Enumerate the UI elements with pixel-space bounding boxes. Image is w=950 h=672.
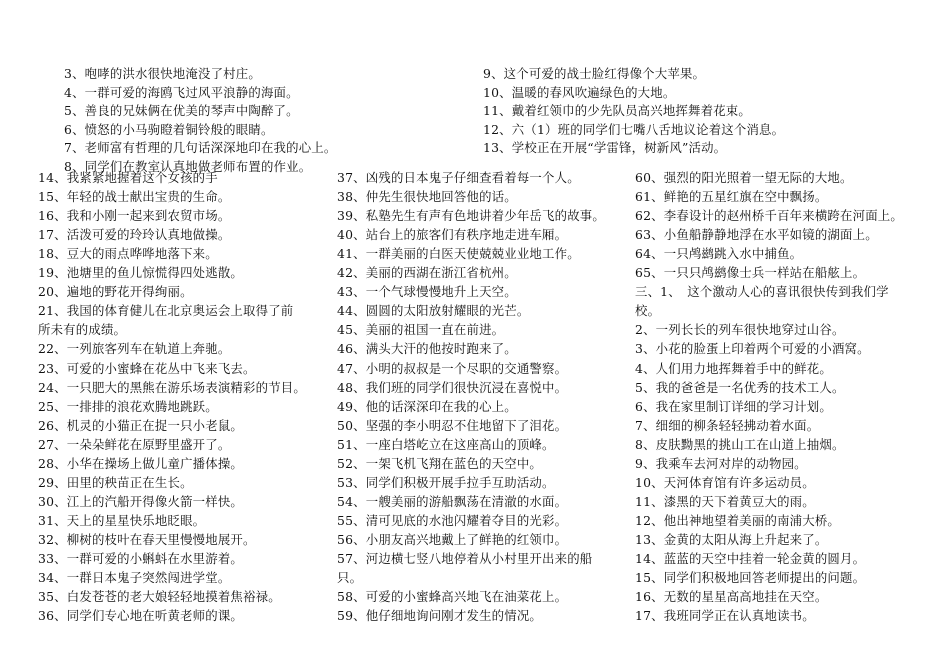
sentence-line: 61、鲜艳的五星红旗在空中飘扬。 (635, 189, 828, 205)
sentence-line: 49、他的话深深印在我的心上。 (337, 398, 517, 414)
sentence-line: 23、可爱的小蜜蜂在花丛中飞来飞去。 (38, 360, 256, 376)
sentence-line: 38、仲先生很快地回答他的话。 (337, 189, 517, 205)
sentence-line: 60、强烈的阳光照着一望无际的大地。 (635, 170, 853, 185)
sentence-line: 9、这个可爱的战士脸红得像个大苹果。 (483, 66, 706, 81)
sentence-line: 57、河边横七竖八地停着从小村里开出来的船 (337, 551, 593, 566)
sentence-line: 47、小明的叔叔是一个尽职的交通警察。 (337, 360, 568, 376)
sentence-line: 34、一群日本鬼子突然闯进学堂。 (38, 570, 231, 586)
sentence-line: 40、站台上的旅客们有秩序地走进车厢。 (337, 227, 568, 243)
sentence-line: 14、蓝蓝的天空中挂着一轮金黄的圆月。 (635, 551, 866, 566)
sentence-line: 54、一艘美丽的游船飘荡在清澈的水面。 (337, 493, 568, 509)
sentence-line: 11、戴着红领巾的少先队员高兴地挥舞着花束。 (483, 103, 751, 119)
sentence-line: 6、愤怒的小马驹瞪着铜铃般的眼睛。 (64, 121, 274, 137)
sentence-line: 10、温暖的春风吹遍绿色的大地。 (483, 84, 676, 100)
sentence-line: 36、同学们专心地在听黄老师的课。 (38, 608, 244, 624)
sentence-line: 8、皮肤黝黑的挑山工在山道上抽烟。 (635, 436, 845, 452)
sentence-line: 21、我国的体育健儿在北京奥运会上取得了前 (38, 303, 294, 319)
sentence-line: 51、一座白塔屹立在这座高山的顶峰。 (337, 436, 555, 452)
sentence-line: 2、一列长长的列车很快地穿过山谷。 (635, 322, 845, 338)
sentence-line: 19、池塘里的鱼儿惊慌得四处逃散。 (38, 265, 244, 281)
sentence-line: 55、清可见底的水池闪耀着夺目的光彩。 (337, 512, 568, 528)
sentence-line: 4、一群可爱的海鸥飞过风平浪静的海面。 (64, 84, 299, 100)
sentence-line: 59、他仔细地询问刚才发生的情况。 (337, 608, 543, 624)
sentence-line: 41、一群美丽的白医天使兢兢业业地工作。 (337, 246, 580, 262)
sentence-line: 11、漆黑的天下着黄豆大的雨。 (635, 493, 815, 509)
sentence-line: 6、我在家里制订详细的学习计划。 (635, 398, 832, 414)
sentence-line: 16、我和小刚一起来到农贸市场。 (38, 208, 231, 224)
sentence-line: 9、我乘车去河对岸的动物园。 (635, 455, 807, 471)
sentence-line: 58、可爱的小蜜蜂高兴地飞在油菜花上。 (337, 589, 568, 605)
sentence-line: 8、同学们在教室认真地做老师布置的作业。 (64, 159, 312, 174)
sentence-line: 12、六（1）班的同学们七嘴八舌地议论着这个消息。 (483, 121, 785, 137)
sentence-line: 24、一只肥大的黑熊在游乐场表演精彩的节目。 (38, 379, 306, 395)
sentence-line: 28、小华在操场上做儿童广播体操。 (38, 455, 244, 471)
sentence-line: 3、小花的脸蛋上印着两个可爱的小酒窝。 (635, 341, 870, 357)
sentence-line: 5、善良的兄妹俩在优美的琴声中陶醉了。 (64, 103, 299, 119)
sentence-line: 7、细细的柳条轻轻拂动着水面。 (635, 417, 820, 433)
sentence-line: 15、同学们积极地回答老师提出的问题。 (635, 570, 866, 586)
sentence-line: 14、我紧紧地握着这个女孩的手 (38, 170, 218, 185)
sentence-line: 26、机灵的小猫正在捉一只小老鼠。 (38, 417, 244, 433)
sentence-line: 20、遍地的野花开得绚丽。 (38, 284, 193, 300)
sentence-line: 30、江上的汽船开得像火箭一样快。 (38, 493, 244, 509)
sentence-line: 25、一排排的浪花欢腾地跳跃。 (38, 398, 218, 414)
sentence-line: 4、人们用力地挥舞着手中的鲜花。 (635, 360, 832, 376)
sentence-line: 校。 (635, 303, 661, 319)
sentence-line: 10、天河体育馆有许多运动员。 (635, 474, 815, 490)
sentence-line: 15、年轻的战士献出宝贵的生命。 (38, 189, 231, 205)
sentence-line: 53、同学们积极开展手拉手互助活动。 (337, 474, 555, 490)
sentence-line: 37、凶残的日本鬼子仔细查看着每一个人。 (337, 170, 580, 185)
sentence-line: 12、他出神地望着美丽的南浦大桥。 (635, 512, 841, 528)
sentence-line: 48、我们班的同学们很快沉浸在喜悦中。 (337, 379, 568, 395)
sentence-line: 62、李春设计的赵州桥千百年来横跨在河面上。 (635, 208, 903, 224)
sentence-line: 50、坚强的李小明忍不住地留下了泪花。 (337, 417, 568, 433)
sentence-line: 35、白发苍苍的老大娘轻轻地摸着焦裕禄。 (38, 589, 281, 605)
sentence-line: 46、满头大汗的他按时跑来了。 (337, 341, 517, 357)
sentence-line: 13、金黄的太阳从海上升起来了。 (635, 531, 828, 547)
sentence-line: 22、一列旅客列车在轨道上奔驰。 (38, 341, 231, 357)
sentence-line: 3、咆哮的洪水很快地淹没了村庄。 (64, 66, 261, 81)
sentence-line: 29、田里的秧苗正在生长。 (38, 474, 193, 490)
sentence-line: 三、1、 这个激动人心的喜讯很快传到我们学 (635, 284, 889, 300)
sentence-line: 5、我的爸爸是一名优秀的技术工人。 (635, 379, 845, 395)
sentence-line: 18、豆大的雨点哗哗地落下来。 (38, 246, 218, 262)
sentence-line: 45、美丽的祖国一直在前进。 (337, 322, 505, 338)
sentence-line: 16、无数的星星高高地挂在天空。 (635, 589, 828, 605)
sentence-line: 64、一只鸬鹚跳入水中捕鱼。 (635, 246, 803, 262)
sentence-line: 32、柳树的枝叶在春天里慢慢地展开。 (38, 531, 256, 547)
sentence-line: 63、小鱼船静静地浮在水平如镜的湖面上。 (635, 227, 878, 243)
sentence-line: 56、小朋友高兴地戴上了鲜艳的红领巾。 (337, 531, 568, 547)
sentence-line: 17、活泼可爱的玲玲认真地做操。 (38, 227, 231, 243)
sentence-line: 65、一只只鸬鹚像士兵一样站在船舷上。 (635, 265, 866, 281)
sentence-line: 27、一朵朵鲜花在原野里盛开了。 (38, 436, 231, 452)
sentence-line: 13、学校正在开展“学雷锋，树新风”活动。 (483, 140, 727, 156)
sentence-line: 43、一个气球慢慢地升上天空。 (337, 284, 517, 300)
sentence-line: 52、一架飞机飞翔在蓝色的天空中。 (337, 455, 543, 471)
sentence-line: 44、圆圆的太阳放射耀眼的光芒。 (337, 303, 530, 319)
sentence-line: 31、天上的星星快乐地眨眼。 (38, 512, 206, 528)
sentence-line: 39、私塾先生有声有色地讲着少年岳飞的故事。 (337, 208, 605, 224)
sentence-line: 17、我班同学正在认真地读书。 (635, 608, 815, 624)
sentence-line: 只。 (337, 570, 363, 586)
sentence-line: 42、美丽的西湖在浙江省杭州。 (337, 265, 517, 281)
sentence-line: 7、老师富有哲理的几句话深深地印在我的心上。 (64, 140, 337, 156)
sentence-line: 所未有的成绩。 (38, 322, 127, 338)
sentence-line: 33、一群可爱的小蝌蚪在水里游着。 (38, 551, 244, 566)
